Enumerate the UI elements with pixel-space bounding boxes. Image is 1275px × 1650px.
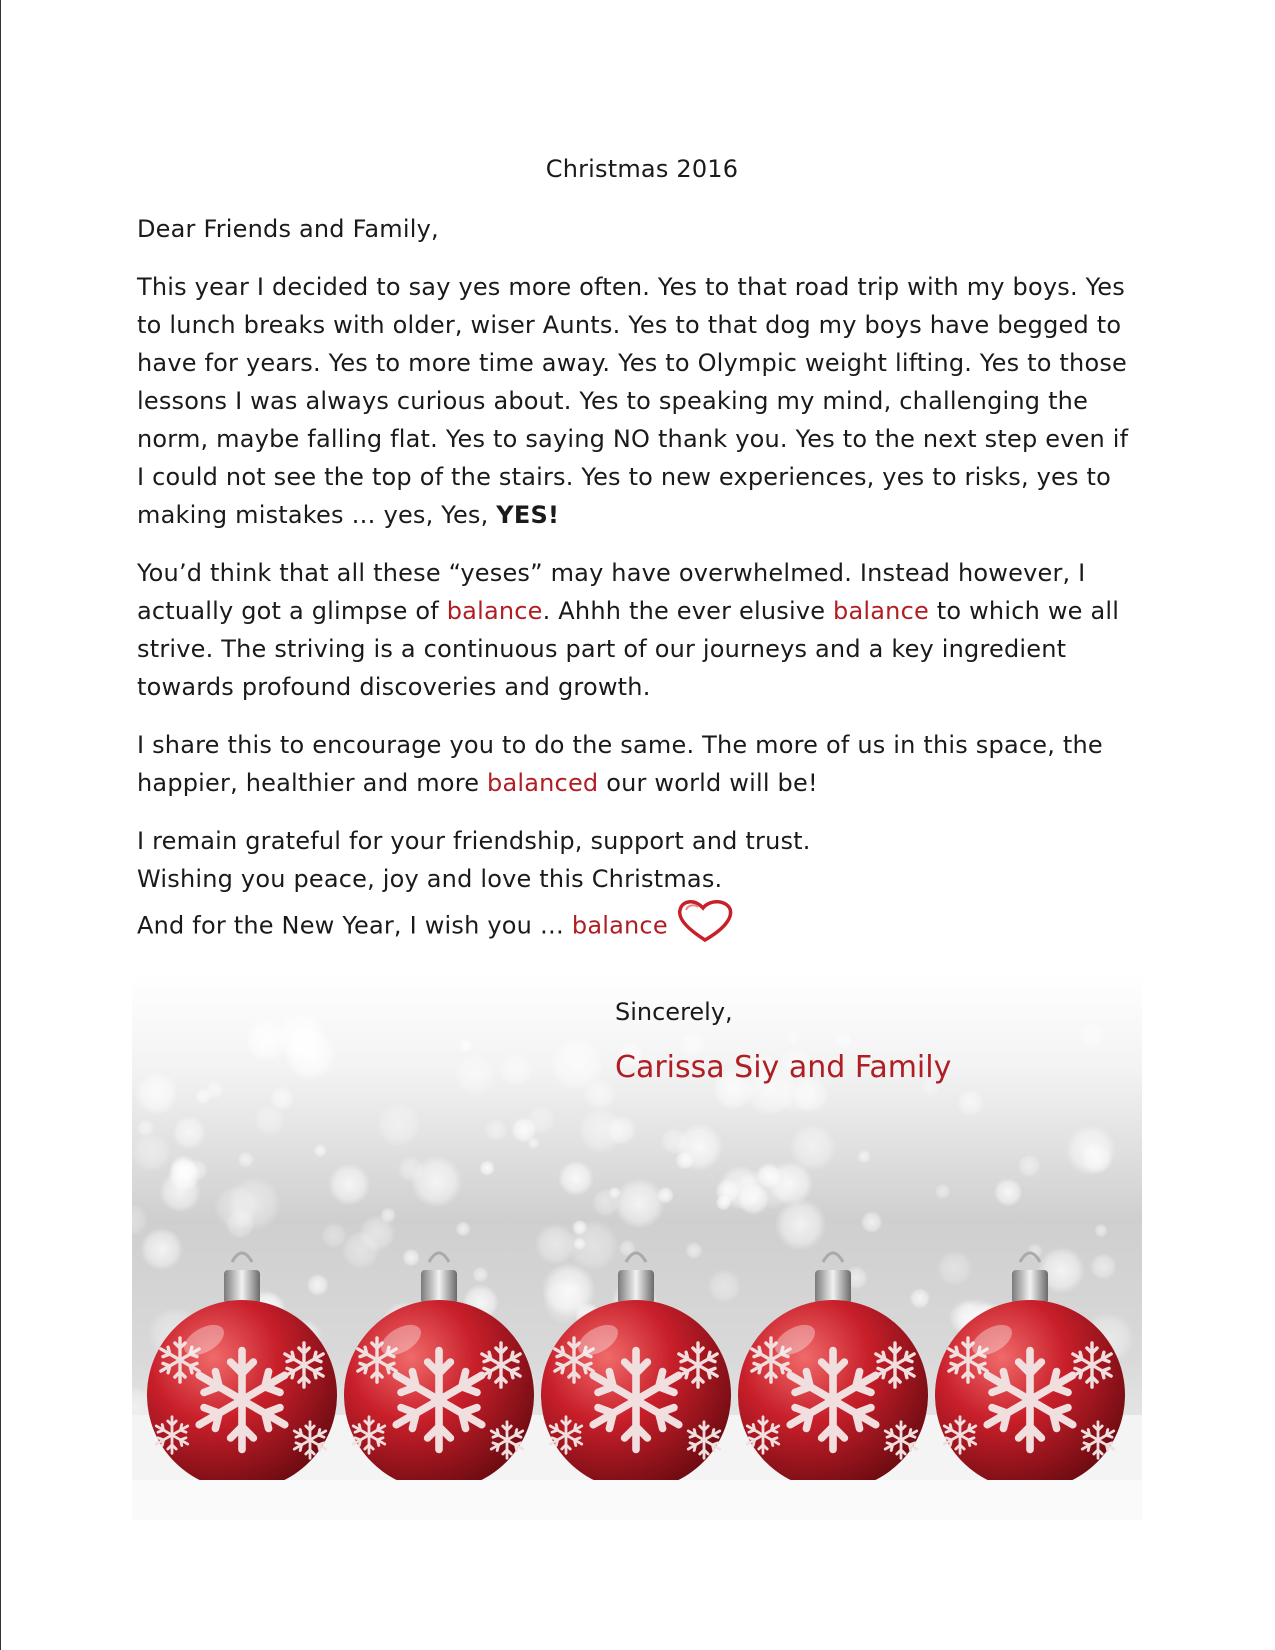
bokeh-light [1094, 1224, 1108, 1238]
heart-outline-icon [676, 898, 734, 955]
bokeh-light [307, 1274, 329, 1296]
letter-body [137, 150, 1137, 975]
highlight-balance: balance [446, 597, 543, 625]
paragraph-2-text-b: . Ahhh the ever elusive [542, 597, 834, 625]
paragraph-2-text-a: You’d think that all these “yeses” may have overwhelmed. Instead however, I actually got a glimpse of [137, 559, 1086, 625]
salutation: Dear Friends and Family, [137, 215, 439, 243]
closing-block [137, 822, 1137, 955]
bokeh-light [314, 1144, 327, 1157]
bokeh-light [614, 1178, 665, 1229]
highlight-balance: balance [833, 597, 929, 625]
closing-line-3-text: And for the New Year, I wish you … [137, 911, 572, 940]
bokeh-light [411, 1156, 463, 1208]
closing-line-1: I remain grateful for your friendship, support and trust. [137, 827, 811, 855]
paragraph-1-emphasis: YES! [496, 501, 560, 529]
bokeh-light [1090, 1253, 1117, 1280]
bokeh-light [542, 1279, 588, 1325]
bokeh-light [789, 1124, 836, 1171]
bokeh-light [861, 1211, 883, 1233]
bokeh-light [957, 1089, 984, 1116]
bokeh-light [132, 1133, 171, 1172]
bokeh-light [459, 1038, 474, 1053]
bokeh-light [195, 1088, 211, 1104]
bokeh-light [214, 1185, 259, 1230]
bokeh-light [858, 1150, 871, 1163]
highlight-balance-final: balance [571, 911, 668, 940]
bokeh-light [1018, 1154, 1041, 1177]
paragraph-1 [137, 268, 1137, 534]
bokeh-light [511, 1117, 537, 1143]
bokeh-light [675, 1124, 723, 1172]
page-edge [0, 0, 1, 1650]
bokeh-light [583, 1078, 616, 1111]
bokeh-light [270, 1087, 294, 1111]
bokeh-light [1065, 1125, 1116, 1176]
bokeh-light [376, 1103, 421, 1148]
bokeh-light [170, 1155, 197, 1182]
bokeh-light [135, 1072, 178, 1115]
bokeh-light [140, 1228, 183, 1271]
bokeh-light [328, 1164, 370, 1206]
bokeh-light [835, 1032, 853, 1050]
bokeh-light [454, 1054, 496, 1096]
paragraph-2 [137, 554, 1137, 706]
bokeh-light [716, 1195, 732, 1211]
bokeh-light [402, 1249, 420, 1267]
paragraph-2-text-c: to which we all strive. The striving is a continuous part of our journeys and a key ingredient towards profound discoveries and growth. [137, 597, 1120, 701]
bokeh-light [910, 1288, 931, 1309]
closing-line-3 [137, 898, 1137, 955]
bokeh-light [479, 1160, 495, 1176]
bokeh-light [172, 1116, 206, 1150]
bokeh-light [558, 1160, 594, 1196]
bokeh-light [499, 1052, 534, 1087]
bokeh-light [245, 1017, 290, 1062]
signoff: Sincerely, [615, 998, 733, 1026]
paragraph-3-text-b: our world will be! [598, 769, 818, 797]
paragraph-3-text-a: I share this to encourage you to do the same. The more of us in this space, the happier, healthier and more [137, 731, 1103, 797]
bokeh-light [473, 1267, 489, 1283]
bokeh-light [787, 1032, 800, 1045]
paragraph-1-text: This year I decided to say yes more often. Yes to that road trip with my boys. Yes to lunch breaks with older, wiser Aunts. Yes to that dog my boys have begged to have for years. Yes to more time away. Yes to Olympic weight lifting. Yes to those lessons I was always curious about. Yes to speaking my mind, challenging the norm, maybe falling flat. Yes to saying NO thank you. Yes to the next step even if I could not see the top of the stairs. Yes to new experiences, yes to risks, yes to making mistakes … yes, Yes, [137, 273, 1129, 529]
bokeh-light [342, 1231, 381, 1270]
letter-title: Christmas 2016 [545, 155, 739, 183]
bokeh-light [380, 1207, 396, 1223]
highlight-balanced: balanced [487, 769, 599, 797]
bokeh-light [485, 1119, 508, 1142]
bokeh-light [592, 1188, 621, 1217]
bokeh-light [455, 1221, 470, 1236]
bokeh-light [578, 1107, 624, 1153]
bokeh-light [708, 1269, 742, 1303]
bokeh-light [238, 1152, 254, 1168]
bokeh-light [573, 1237, 586, 1250]
bokeh-light [137, 1120, 154, 1137]
bokeh-light [935, 1184, 951, 1200]
paragraph-3 [137, 726, 1137, 802]
bokeh-light [685, 1242, 702, 1259]
bokeh-light [994, 1178, 1023, 1207]
closing-line-2: Wishing you peace, joy and love this Christmas. [137, 865, 723, 893]
bokeh-light [747, 1161, 796, 1210]
bokeh-light [937, 1251, 973, 1287]
bokeh-light [1079, 1023, 1105, 1049]
signature: Carissa Siy and Family [615, 1050, 952, 1085]
